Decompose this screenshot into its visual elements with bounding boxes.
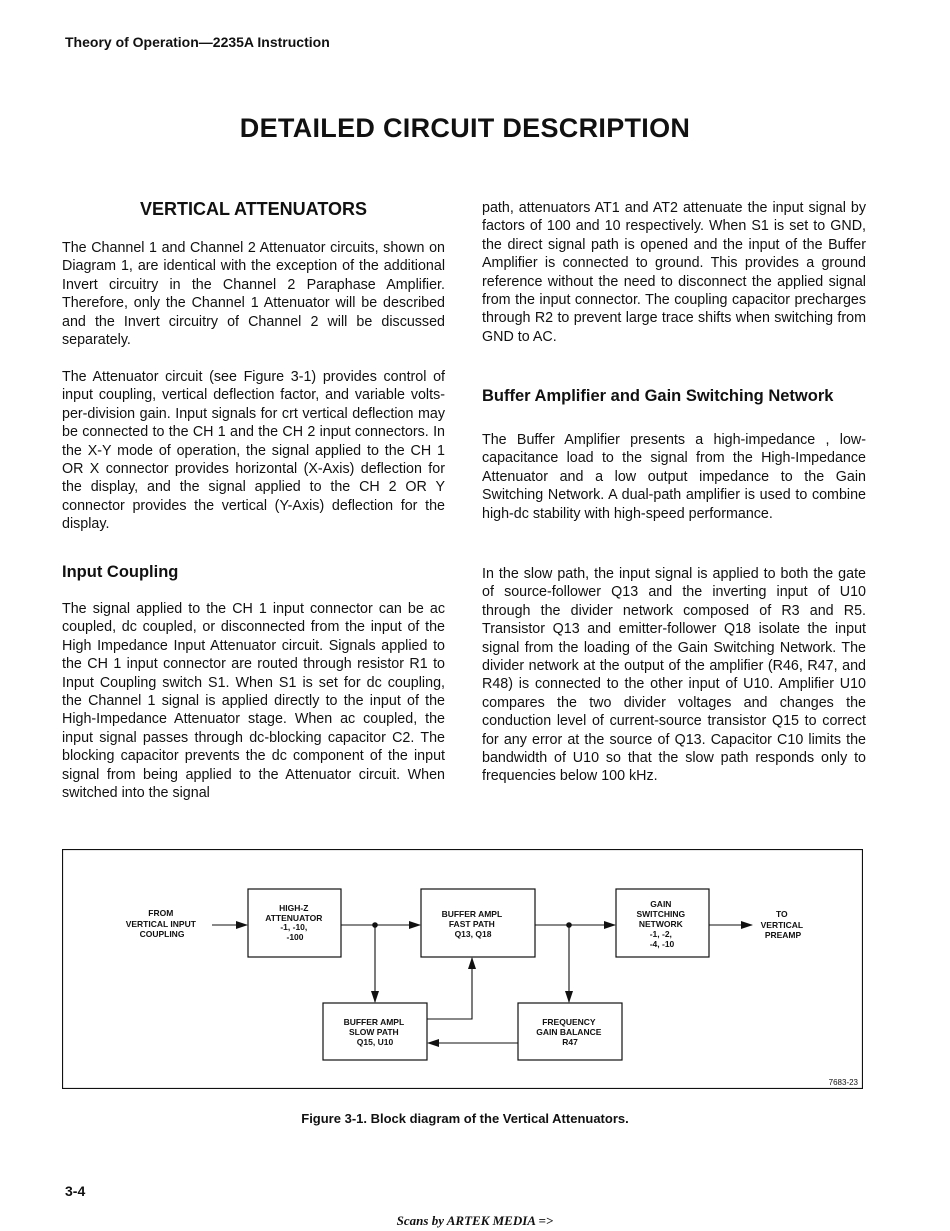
paragraph-input-coupling: The signal applied to the CH 1 input connector can be ac coupled, dc coupled, or disconnected from the input of the High Impedance Input Attenuator circuit. Signals applied to the CH 1 input connector are routed through resistor R1 to Input Coupling switch S1. When S1 is set for dc coupling, the Channel 1 signal is applied directly to the input of the High-Impedance Attenuator stage. When ac coupled, the input signal passes through dc-blocking capacitor C2. The blocking capacitor prevents the dc component of the input signal from being applied to the Attenuator circuit. When switched into the signal <box>62 601 445 802</box>
label-fast-path <box>442 909 505 939</box>
heading-buffer-amplifier: Buffer Amplifier and Gain Switching Network <box>482 387 834 405</box>
label-attenuator <box>265 903 325 942</box>
paragraph-slow-path: In the slow path, the input signal is applied to both the gate of source-follower Q13 and the inverting input of U10 through the divider network composed of R3 and R5. Transistor Q13 and emitter-follower Q18 isolate the input signal from the loading of the Gain Switching Network. The divider network at the output of the amplifier (R46, R47, and R48) is connected to the other input of U10. Amplifier U10 compares the two divider voltages and changes the conduction level of current-source transistor Q15 to correct for any error at the source of Q13. Capacitor C10 limits the bandwidth of U10 so that the slow path responds only to frequencies below 100 kHz. <box>482 566 866 785</box>
paragraph-attenuator-circuit: The Attenuator circuit (see Figure 3-1) provides control of input coupling, vertical deflection factor, and variable volts-per-division gain. Input signals for crt vertical deflection may be connected to the CH 1 and the CH 2 input connectors. In the X-Y mode of operation, the signal applied to the CH 1 OR X connector provides horizontal (X-Axis) deflection for the display, and the signal applied to the CH 2 OR Y connector provides the vertical (Y-Axis) deflection for the display. <box>62 369 445 533</box>
label-gain-network-line: GAIN <box>650 899 672 909</box>
label-from-input-line: FROM <box>148 908 174 918</box>
label-fast-path-line: Q13, Q18 <box>454 929 492 939</box>
label-attenuator-line: -100 <box>286 932 304 942</box>
running-header: Theory of Operation—2235A Instruction <box>65 34 330 50</box>
label-gain-balance-line: R47 <box>562 1037 578 1047</box>
label-attenuator-line: -1, -10, <box>280 922 308 932</box>
label-gain-network <box>636 899 687 949</box>
label-to-preamp-line: TO <box>775 909 788 919</box>
arrow-slow-path-to-fast-path <box>427 958 472 1019</box>
label-fast-path-line: FAST PATH <box>448 919 495 929</box>
paragraph-buffer-amplifier: The Buffer Amplifier presents a high-impedance , low-capacitance load to the signal from the High-Impedance Attenuator and a low output impedance to the Gain Switching Network. A dual-path amplifier is used to combine high-dc stability with high-speed performance. <box>482 432 866 522</box>
label-slow-path-line: SLOW PATH <box>348 1027 399 1037</box>
scan-credit-footer: Scans by ARTEK MEDIA => <box>396 1213 554 1228</box>
junction-dot-left <box>372 922 378 928</box>
label-to-preamp-line: VERTICAL <box>760 920 803 930</box>
block-diagram-svg <box>62 849 863 1089</box>
label-slow-path-line: BUFFER AMPL <box>343 1017 405 1027</box>
block-diagram-figure <box>62 849 863 1089</box>
page-number: 3-4 <box>65 1183 86 1199</box>
label-gain-network-line: -4, -10 <box>649 939 675 949</box>
figure-caption: Figure 3-1. Block diagram of the Vertical Attenuators. <box>301 1111 629 1126</box>
label-to-preamp <box>761 909 806 940</box>
figure-frame <box>63 850 863 1089</box>
section-heading-vertical-attenuators: VERTICAL ATTENUATORS <box>139 199 367 219</box>
label-gain-balance-line: FREQUENCY <box>542 1017 596 1027</box>
label-attenuator-line: ATTENUATOR <box>265 913 323 923</box>
label-gain-balance-line: GAIN BALANCE <box>536 1027 602 1037</box>
label-gain-network-line: NETWORK <box>638 919 683 929</box>
paragraph-input-coupling-continued: path, attenuators AT1 and AT2 attenuate the input signal by factors of 100 and 10 respectively. When S1 is set to GND, the direct signal path is opened and the input of the Buffer Amplifier is connected to ground. This provides a ground reference without the need to disconnect the applied signal from the input connector. The coupling capacitor precharges through R2 to prevent large trace shifts when switching from GND to AC. <box>482 200 866 345</box>
label-from-input <box>126 908 199 939</box>
label-gain-balance <box>536 1017 604 1047</box>
label-from-input-line: COUPLING <box>139 929 185 939</box>
junction-dot-right <box>566 922 572 928</box>
heading-input-coupling: Input Coupling <box>62 563 179 581</box>
label-gain-network-line: -1, -2, <box>649 929 672 939</box>
label-from-input-line: VERTICAL INPUT <box>125 919 196 929</box>
label-to-preamp-line: PREAMP <box>764 930 802 940</box>
label-attenuator-line: HIGH-Z <box>279 903 309 913</box>
label-slow-path-line: Q15, U10 <box>356 1037 394 1047</box>
label-gain-network-line: SWITCHING <box>636 909 686 919</box>
figure-number: 7683-23 <box>828 1078 858 1087</box>
page-title: DETAILED CIRCUIT DESCRIPTION <box>239 113 691 143</box>
paragraph-attenuator-intro: The Channel 1 and Channel 2 Attenuator circuits, shown on Diagram 1, are identical with the exception of the additional Invert circuitry in the Channel 2 Paraphase Amplifier. Therefore, only the Channel 1 Attenuator will be described and the Invert circuitry of Channel 2 will be discussed separately. <box>62 240 445 349</box>
label-slow-path <box>344 1017 407 1047</box>
label-fast-path-line: BUFFER AMPL <box>441 909 503 919</box>
